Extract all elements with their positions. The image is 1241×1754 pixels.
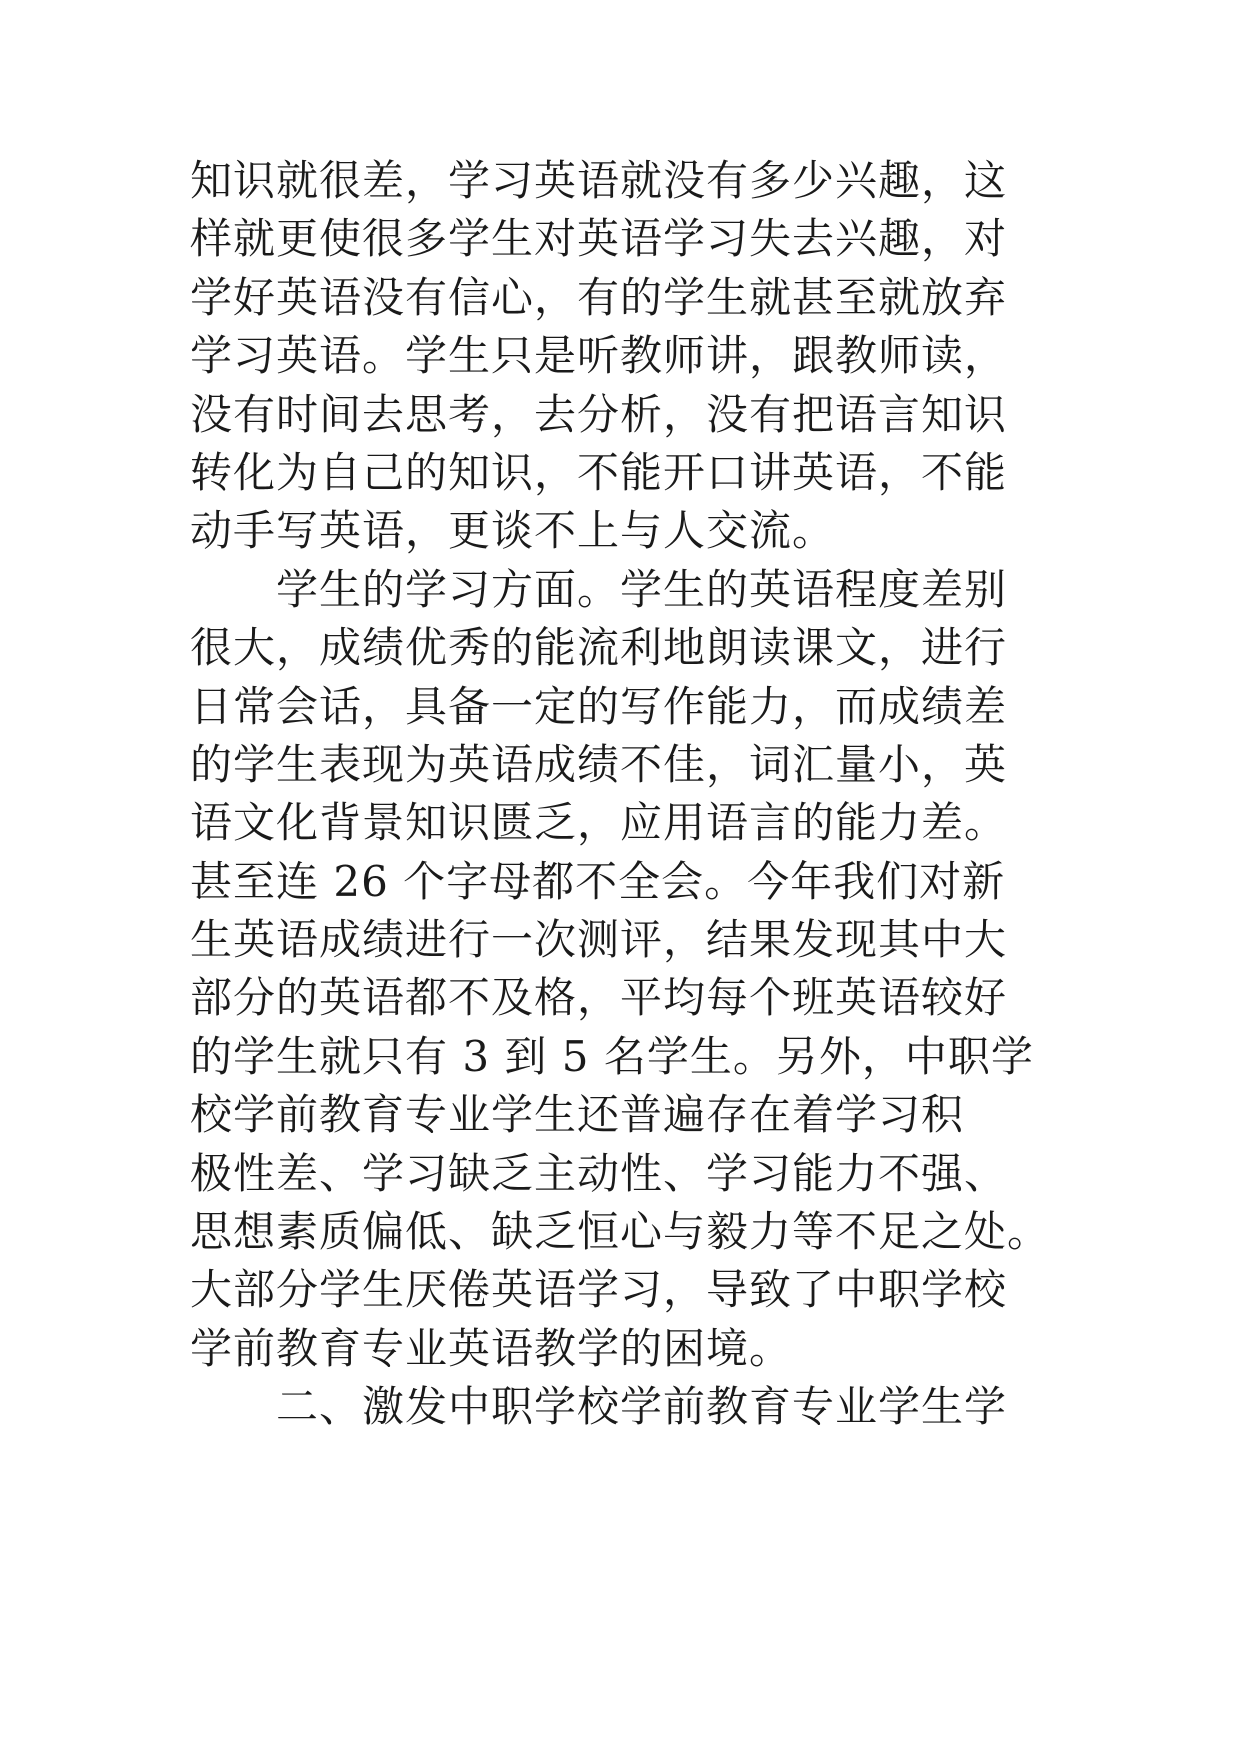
- text-line: 转化为自己的知识，不能开口讲英语，不能: [190, 447, 1008, 497]
- text-line: 大部分学生厌倦英语学习，导致了中职学校: [190, 1265, 1008, 1315]
- text-line: 生英语成绩进行一次测评，结果发现其中大: [190, 915, 1008, 965]
- text-line: 极性差、学习缺乏主动性、学习能力不强、: [190, 1148, 1008, 1198]
- paragraph-start-line: 学生的学习方面。学生的英语程度差别: [276, 564, 1008, 614]
- text-line: 的学生就只有 3 到 5 名学生。另外，中职学: [190, 1031, 1034, 1081]
- text-line: 学习英语。学生只是听教师讲，跟教师读，: [190, 331, 1008, 381]
- body-text: [190, 152, 1090, 1437]
- text-line: 没有时间去思考，去分析，没有把语言知识: [190, 389, 1008, 439]
- text-line: 校学前教育专业学生还普遍存在着学习积: [190, 1090, 965, 1140]
- text-line: 部分的英语都不及格，平均每个班英语较好: [190, 973, 1008, 1023]
- text-line: 的学生表现为英语成绩不佳，词汇量小，英: [190, 739, 1008, 789]
- text-line: 学好英语没有信心，有的学生就甚至就放弃: [190, 272, 1008, 322]
- text-line: 甚至连 26 个字母都不全会。今年我们对新: [190, 856, 1006, 906]
- text-line: 很大，成绩优秀的能流利地朗读课文，进行: [190, 623, 1008, 673]
- text-line: 语文化背景知识匮乏，应用语言的能力差。: [190, 798, 1008, 848]
- text-line: 日常会话，具备一定的写作能力，而成绩差: [190, 681, 1008, 731]
- section-heading-line: 二、激发中职学校学前教育专业学生学: [276, 1382, 1008, 1432]
- text-line: 知识就很差，学习英语就没有多少兴趣，这: [190, 156, 1008, 205]
- text-line: 思想素质偏低、缺乏恒心与毅力等不足之处。: [190, 1207, 1051, 1257]
- text-line: 样就更使很多学生对英语学习失去兴趣，对: [190, 214, 1008, 264]
- text-line: 学前教育专业英语教学的困境。: [190, 1323, 793, 1373]
- text-line: 动手写英语，更谈不上与人交流。: [190, 506, 836, 556]
